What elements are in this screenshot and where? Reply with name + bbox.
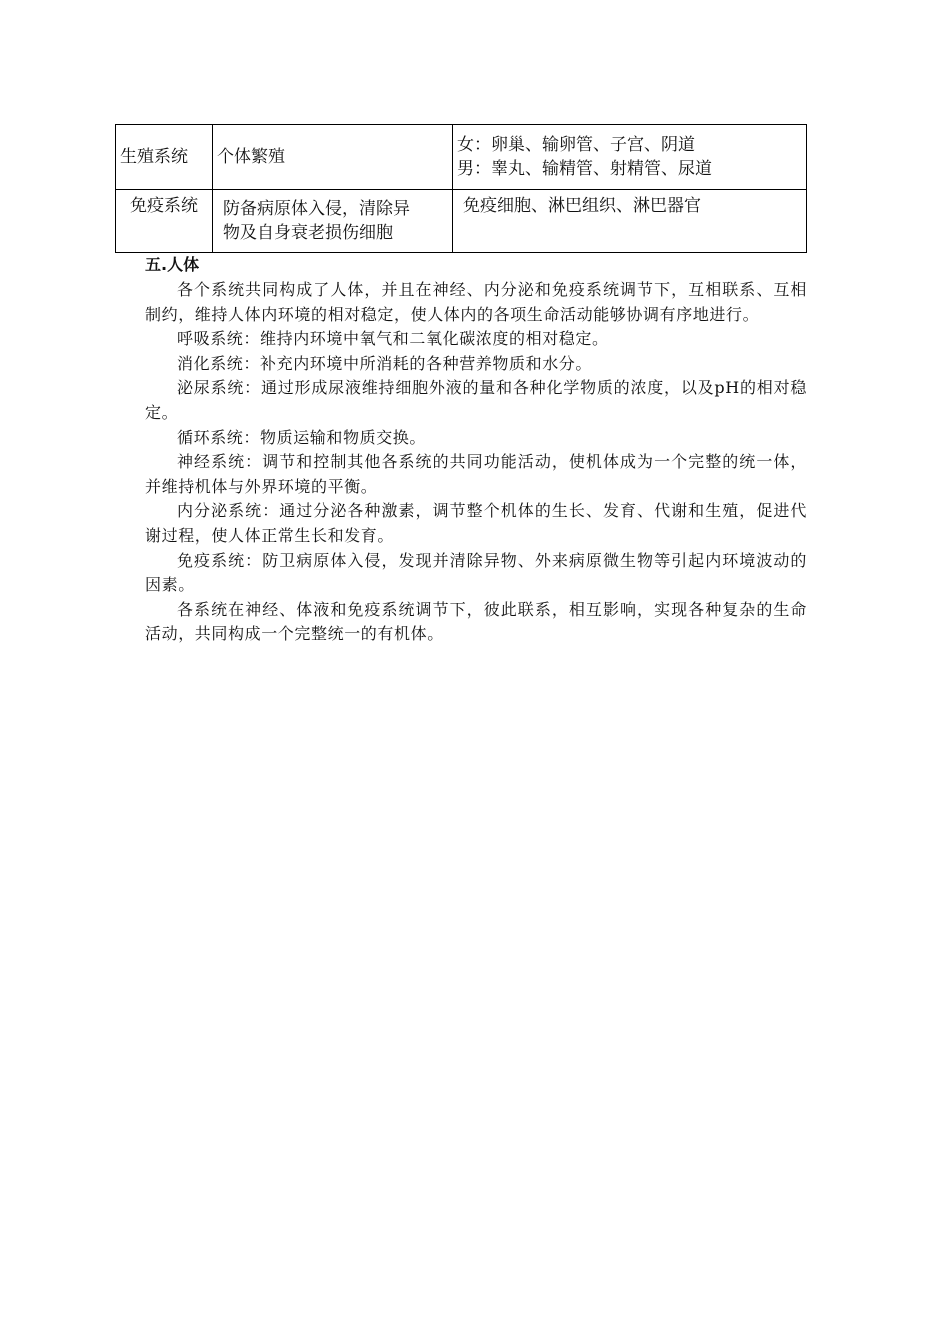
system-function-cell: [213, 190, 453, 253]
paragraph: 神经系统：调节和控制其他各系统的共同功能活动，使机体成为一个完整的统一体，并维持机体与外界环境的平衡。: [145, 452, 807, 496]
table-row: [116, 190, 807, 253]
paragraph: 循环系统：物质运输和物质交换。: [177, 427, 427, 447]
organs-line: 女：卵巢、输卵管、子宫、阴道: [457, 135, 695, 155]
function-line: 防备病原体入侵，清除异: [223, 199, 410, 219]
section-body: [145, 278, 807, 647]
system-name-cell: 免疫系统: [116, 190, 213, 253]
section-title: 五.人体: [145, 255, 200, 274]
paragraph: 免疫系统：防卫病原体入侵，发现并清除异物、外来病原微生物等引起内环境波动的因素。: [145, 550, 807, 595]
paragraph: 内分泌系统：通过分泌各种激素，调节整个机体的生长、发育、代谢和生殖，促进代谢过程，使人体正常生长和发育。: [145, 501, 807, 545]
system-organs-cell: [453, 190, 807, 253]
organs-line: 免疫细胞、淋巴组织、淋巴器官: [463, 196, 701, 216]
system-function-cell: 个体繁殖: [213, 125, 453, 190]
body-systems-table: [115, 124, 807, 253]
paragraph: 各系统在神经、体液和免疫系统调节下，彼此联系，相互影响，实现各种复杂的生命活动，共同构成一个完整统一的有机体。: [145, 599, 807, 644]
paragraph: 各个系统共同构成了人体，并且在神经、内分泌和免疫系统调节下，互相联系、互相制约，维持人体内环境的相对稳定，使人体内的各项生命活动能够协调有序地进行。: [145, 280, 807, 324]
table-row: [116, 125, 807, 190]
system-organs-cell: [453, 125, 807, 190]
paragraph: 呼吸系统：维持内环境中氧气和二氧化碳浓度的相对稳定。: [177, 329, 609, 349]
organs-line: 男：睾丸、输精管、射精管、尿道: [457, 159, 712, 179]
paragraph: 泌尿系统：通过形成尿液维持细胞外液的量和各种化学物质的浓度，以及pH的相对稳定。: [145, 378, 807, 422]
paragraph: 消化系统：补充内环境中所消耗的各种营养物质和水分。: [177, 353, 593, 373]
function-line: 物及自身衰老损伤细胞: [223, 223, 393, 243]
system-name-cell: 生殖系统: [116, 125, 213, 190]
